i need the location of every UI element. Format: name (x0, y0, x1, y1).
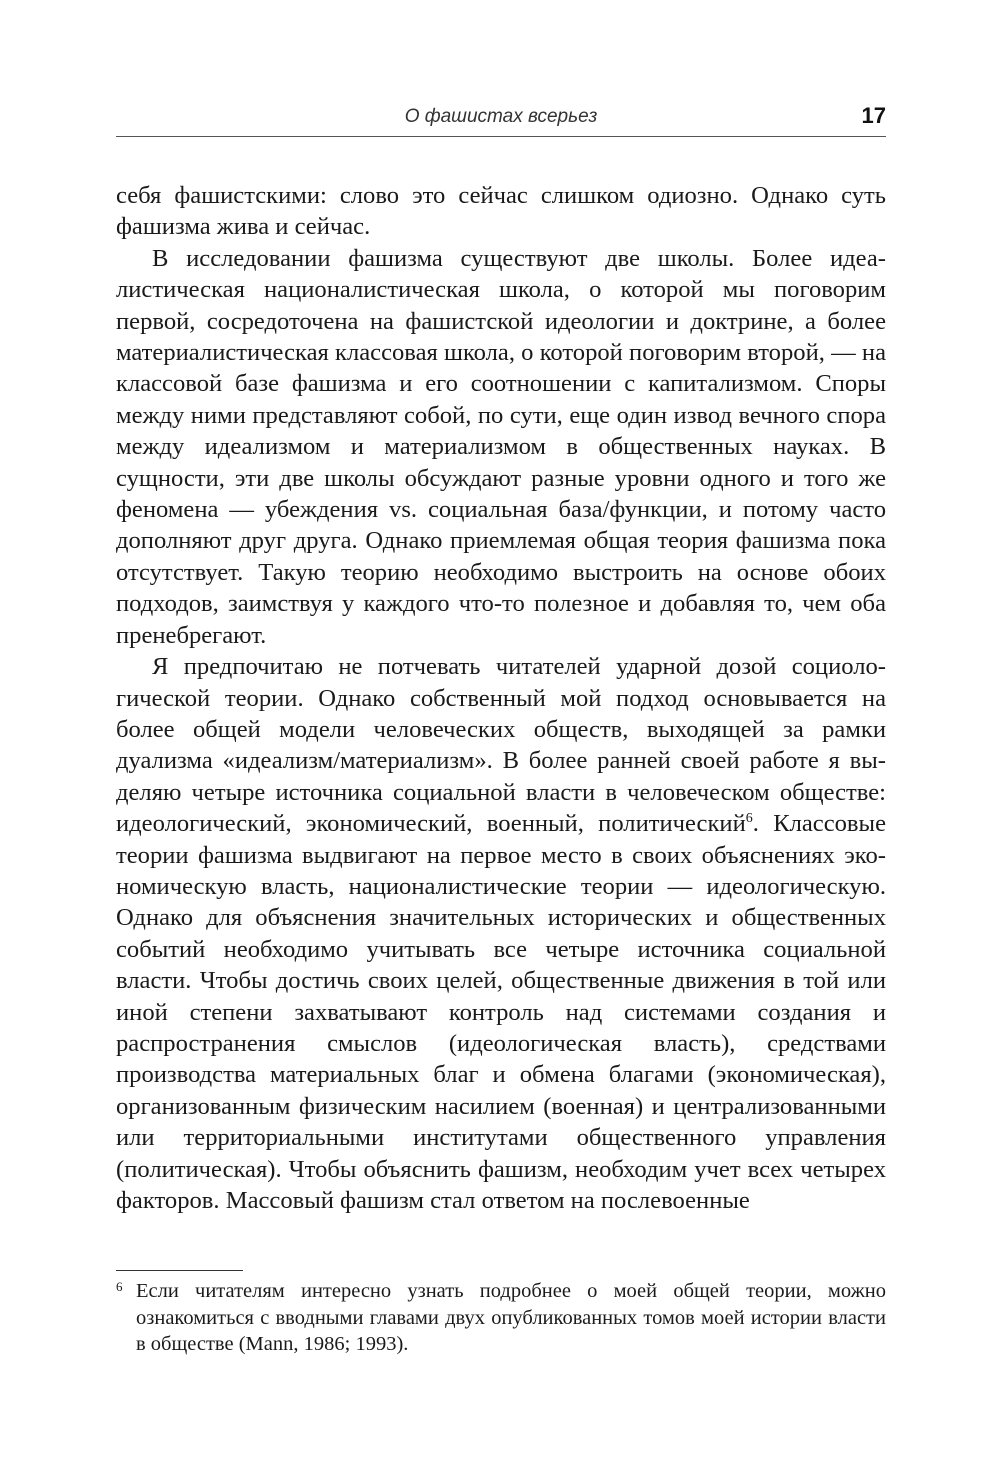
page-number: 17 (861, 103, 886, 128)
body-text (116, 180, 886, 1216)
footnote-marker: 6 (116, 1279, 123, 1294)
paragraph-3-part-2: . Классовые теории фашизма выдвигают на первое место в своих объяснениях экономическую власть, националистические теории — идеологическую. Однако для объяснения значительных исторических и общественных событий необходимо учитывать все четыре источника социальной власти. Чтобы достичь своих целей, общественные движения в той или иной степени захватывают контроль над системами создания и распространения смыслов (идеологическая власть), средствами производства материальных благ и обмена благами (экономическая), организованным физическим насилием (военная) и централизованными или территориальными институтами общественного управления (политическая). Чтобы объяснить фашизм, необходим учет всех четырех факторов. Массовый фашизм стал ответом на послевоенные (116, 810, 886, 1214)
running-title: О фашистах всерьез (404, 106, 598, 127)
paragraph-3 (116, 651, 886, 1216)
footnote-reference[interactable]: 6 (745, 810, 753, 826)
footnote-text: Если читателям интересно узнать подробнее о моей общей теории, можно ознакомиться с вводными главами двух опубликованных томов моей истории власти в обществе (Mann, 1986; 1993). (136, 1280, 886, 1355)
running-header (116, 100, 886, 137)
paragraph-3-part-1: Я предпочитаю не потчевать читателей ударной дозой социологической теории. Однако собственный мой подход основывается на более общей модели человеческих обществ, выходящей за рамки дуализма «идеализм/материализм». В более ранней своей работе я выделяю четыре источника социальной власти в человеческом обществе: идеологический, экономический, военный, политический (116, 653, 886, 838)
paragraph-1: себя фашистскими: слово это сейчас слишком одиозно. Однако суть фашизма жива и сейчас. (116, 182, 886, 241)
footnote-divider (116, 1270, 243, 1271)
paragraph-2: В исследовании фашизма существуют две школы. Более идеалистическая националистическая школа, о которой мы поговорим первой, сосредоточена на фашистской идеологии и доктрине, а более материалистическая классовая школа, о которой поговорим второй, — на классовой базе фашизма и его соотношении с капитализмом. Споры между ними представляют собой, по сути, еще один извод вечного спора между идеализмом и материализмом в общественных науках. В сущности, эти две школы обсуждают разные уровни одного и того же феномена — убеждения vs. социальная база/функции, и потому часто дополняют друг друга. Однако приемлемая общая теория фашизма пока отсутствует. Такую теорию необходимо выстроить на основе обоих подходов, заимствуя у каждого что-то полезное и добавляя то, чем оба пренебрегают. (116, 244, 886, 649)
footnote (116, 1278, 886, 1358)
